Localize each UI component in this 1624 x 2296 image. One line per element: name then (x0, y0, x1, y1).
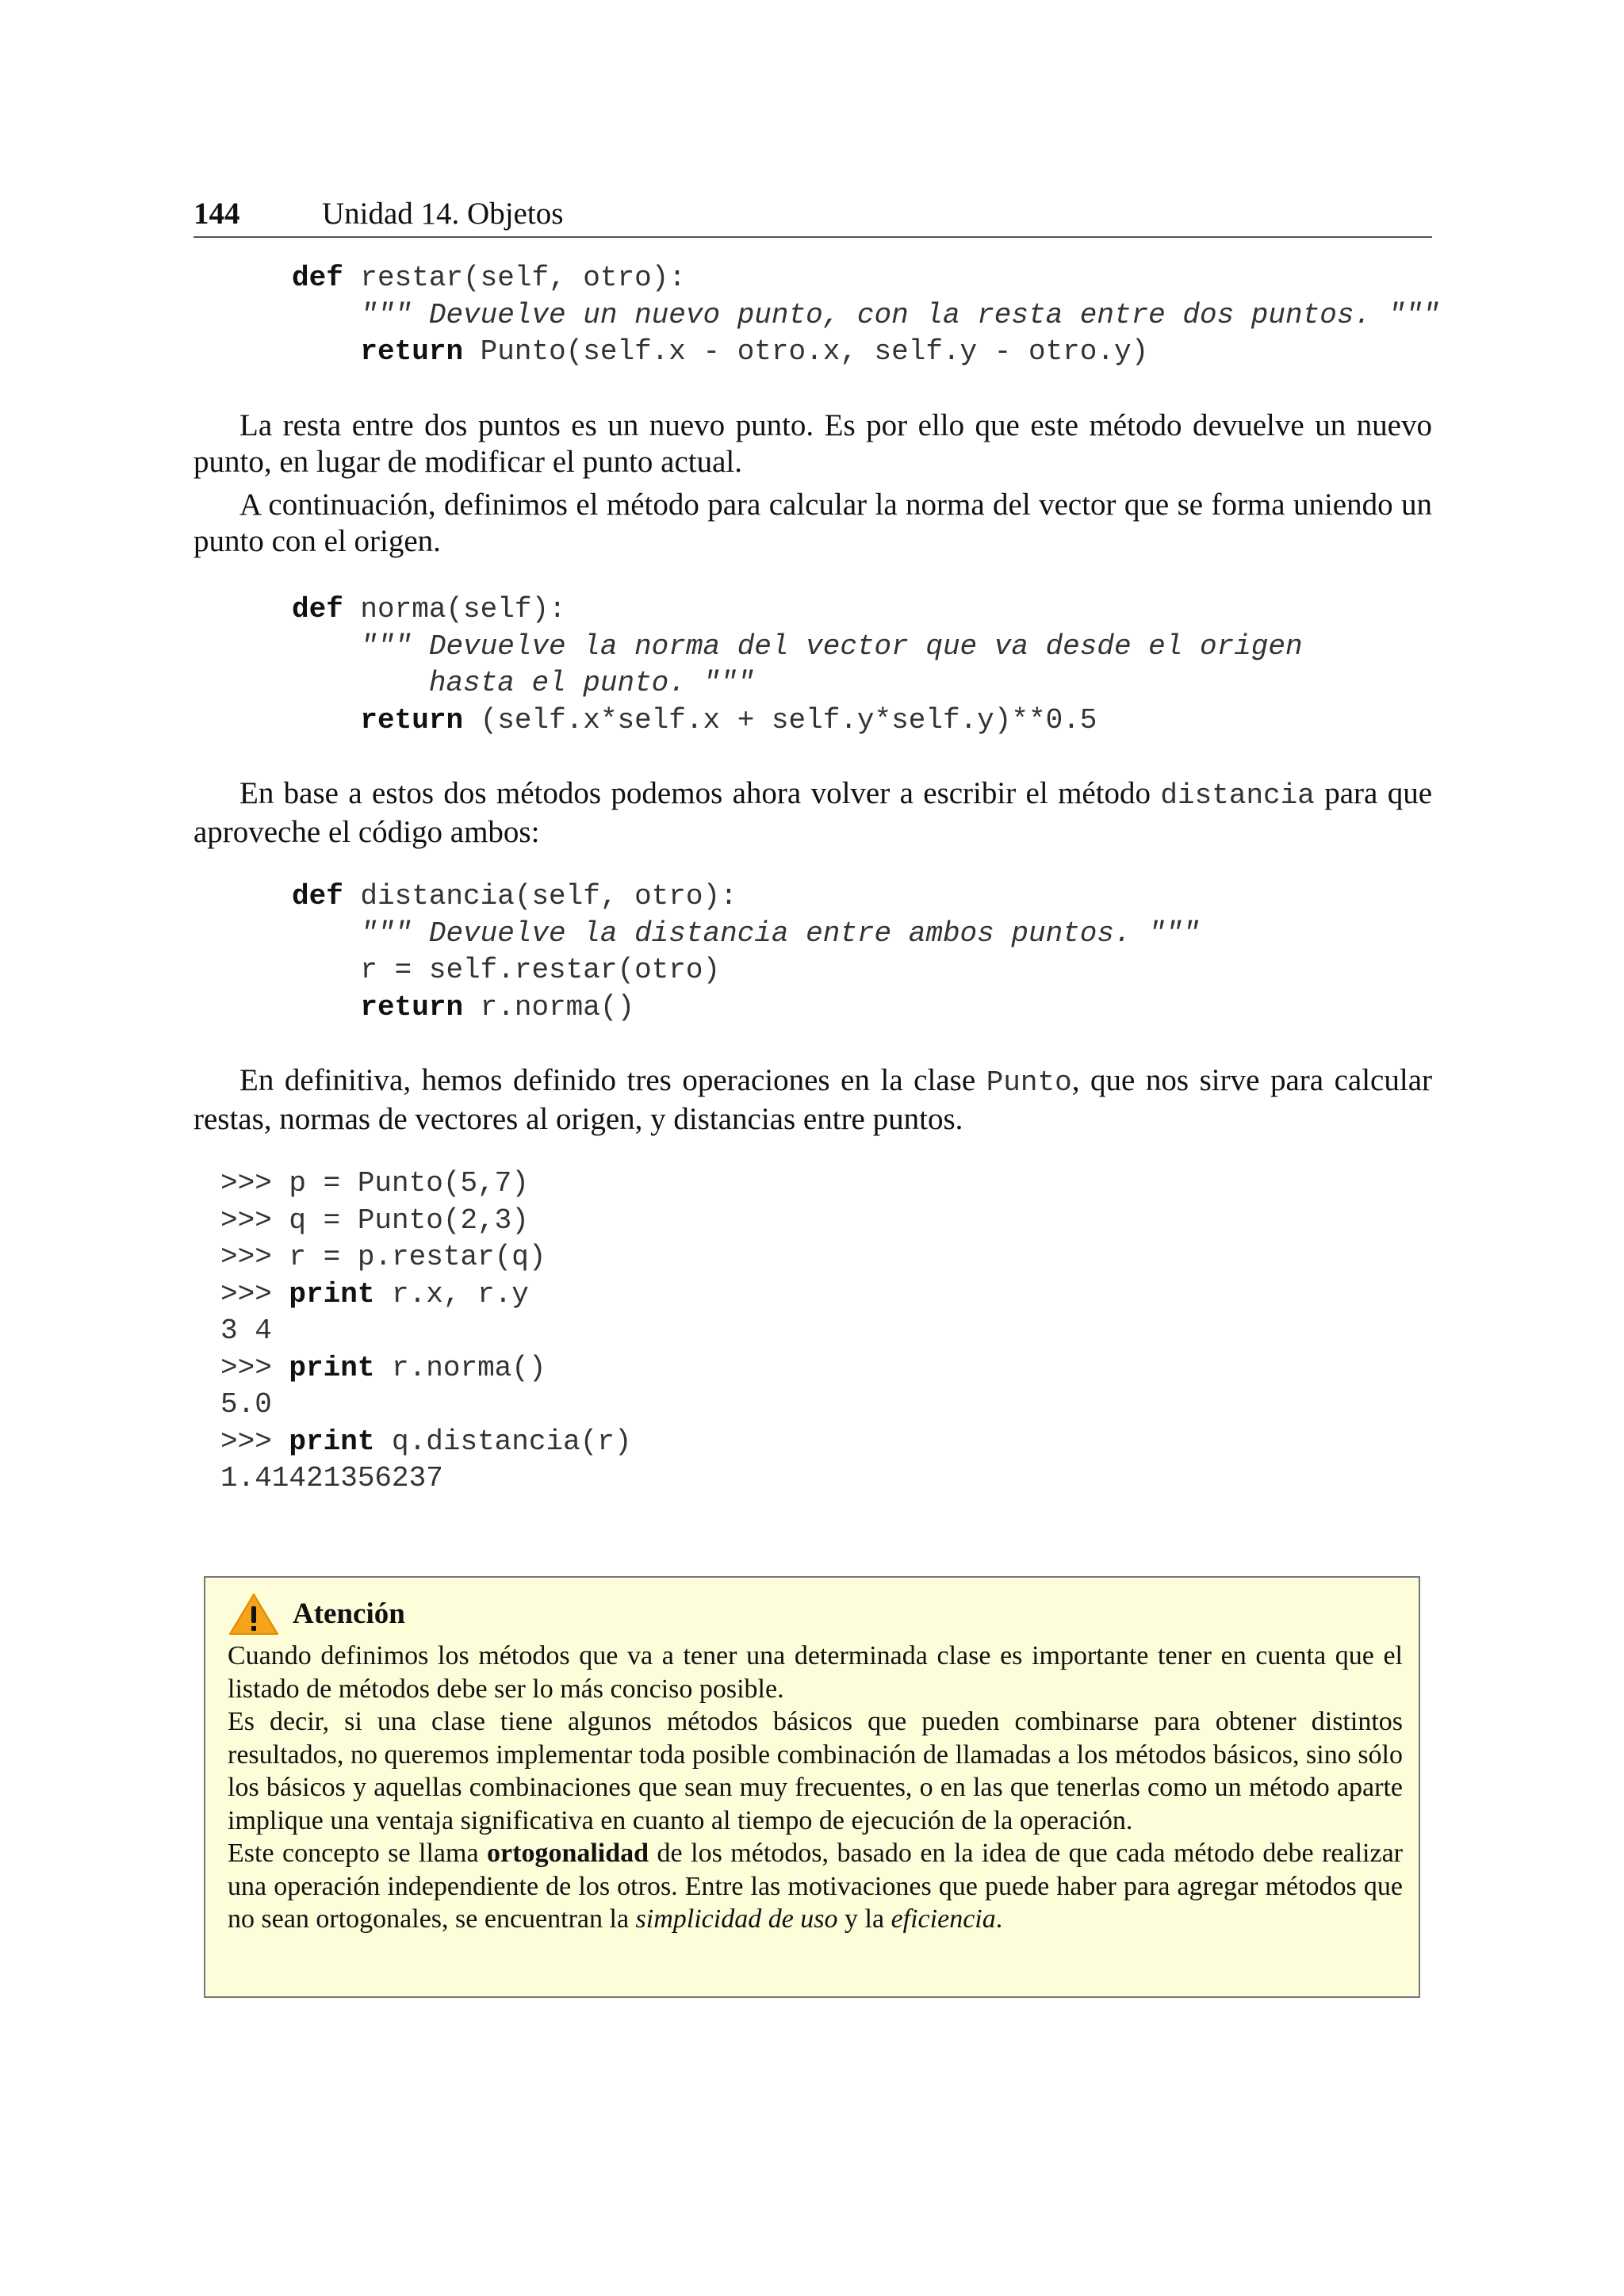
callout-paragraph: Es decir, si una clase tiene algunos métodos básicos que pueden combinarse para obtener distintos resultados, no queremos implementar toda posible combinación de llamadas a los métodos básicos, sino sólo los básicos y aquellas combinaciones que sean muy frecuentes, o en las que tenerlas como un método aparte implique una ventaja significativa en cuanto al tiempo de ejecución de la operación. (228, 1707, 1403, 1835)
code-text: r.norma() (463, 990, 635, 1024)
code-text: q.distancia(r) (374, 1425, 632, 1458)
callout-title: Atención (293, 1598, 405, 1631)
code-keyword: def (292, 880, 343, 913)
callout-text: de los métodos, basado en la idea de que cada método debe realizar una operación independiente de los otros. Entre las motivaciones que puede haber para agregar métodos que no sean ortogonales, se encuentran la (228, 1839, 1403, 1934)
callout-paragraph: Cuando definimos los métodos que va a tener una determinada clase es importante tener en cuenta que el listado de métodos debe ser lo más conciso posible. (228, 1641, 1403, 1704)
callout-bold-term: ortogonalidad (487, 1839, 649, 1868)
code-text: norma(self): (343, 593, 566, 626)
session-line: >>> p = Punto(5,7) (220, 1167, 529, 1200)
code-keyword: return (360, 703, 464, 737)
paragraph: La resta entre dos puntos es un nuevo punto. Es por ello que este método devuelve un nuevo punto, en lugar de modificar el punto actual. (193, 408, 1432, 479)
code-keyword: print (289, 1351, 375, 1384)
code-keyword: print (289, 1425, 375, 1458)
paragraph (193, 775, 1432, 851)
code-block-norma (292, 591, 1303, 739)
paragraph-text: para que aproveche el código ambos: (193, 776, 1432, 849)
paragraph-text: En base a estos dos métodos podemos ahora volver a escribir el método (239, 776, 1161, 810)
code-text: r.x, r.y (374, 1277, 529, 1311)
session-output: 5.0 (220, 1388, 272, 1421)
callout-text: . (995, 1904, 1003, 1934)
session-line: >>> q = Punto(2,3) (220, 1203, 529, 1237)
page-number: 144 (193, 197, 240, 231)
code-docstring: hasta el punto. """ (360, 667, 755, 699)
callout-text: y la (837, 1904, 891, 1934)
code-docstring: """ Devuelve la norma del vector que va desde el origen (360, 629, 1303, 663)
code-text: restar(self, otro): (343, 262, 686, 294)
code-docstring: """ Devuelve un nuevo punto, con la resta entre dos puntos. """ (360, 298, 1440, 331)
session-output: 3 4 (220, 1314, 272, 1347)
session-prompt: >>> (220, 1425, 289, 1458)
paragraph (193, 1062, 1432, 1138)
code-keyword: def (292, 262, 343, 294)
code-keyword: return (360, 335, 464, 368)
code-block-distancia (292, 878, 1200, 1026)
code-text: Punto(self.x - otro.x, self.y - otro.y) (463, 335, 1149, 368)
chapter-title: Unidad 14. Objetos (322, 197, 564, 231)
session-prompt: >>> (220, 1351, 289, 1384)
callout-italic-term: simplicidad de uso (635, 1904, 838, 1934)
code-keyword: return (360, 990, 464, 1024)
attention-callout (204, 1576, 1420, 1998)
paragraph: A continuación, definimos el método para calcular la norma del vector que se forma uniendo un punto con el origen. (193, 488, 1432, 558)
inline-code: Punto (986, 1066, 1072, 1099)
code-text: distancia(self, otro): (343, 880, 737, 913)
inline-code: distancia (1160, 779, 1315, 812)
interactive-session (220, 1165, 632, 1498)
callout-header (228, 1589, 1403, 1640)
callout-text: Este concepto se llama (228, 1839, 488, 1868)
session-line: >>> r = p.restar(q) (220, 1241, 546, 1273)
warning-icon (228, 1592, 280, 1636)
code-text: r = self.restar(otro) (360, 954, 721, 986)
session-prompt: >>> (220, 1277, 289, 1311)
code-text: (self.x*self.x + self.y*self.y)**0.5 (463, 703, 1097, 737)
paragraph-text: , que nos sirve para calcular restas, normas de vectores al origen, y distancias entre puntos. (193, 1063, 1433, 1136)
code-block-restar (292, 260, 1439, 371)
code-docstring: """ Devuelve la distancia entre ambos puntos. """ (360, 916, 1200, 950)
paragraph-text: En definitiva, hemos definido tres operaciones en la clase (239, 1063, 986, 1097)
callout-italic-term: eficiencia (891, 1904, 996, 1934)
session-output: 1.41421356237 (220, 1462, 443, 1494)
code-keyword: print (289, 1277, 375, 1311)
running-header (193, 193, 1432, 238)
code-keyword: def (292, 593, 343, 626)
callout-paragraph (228, 1837, 1403, 1936)
code-text: r.norma() (374, 1351, 546, 1384)
